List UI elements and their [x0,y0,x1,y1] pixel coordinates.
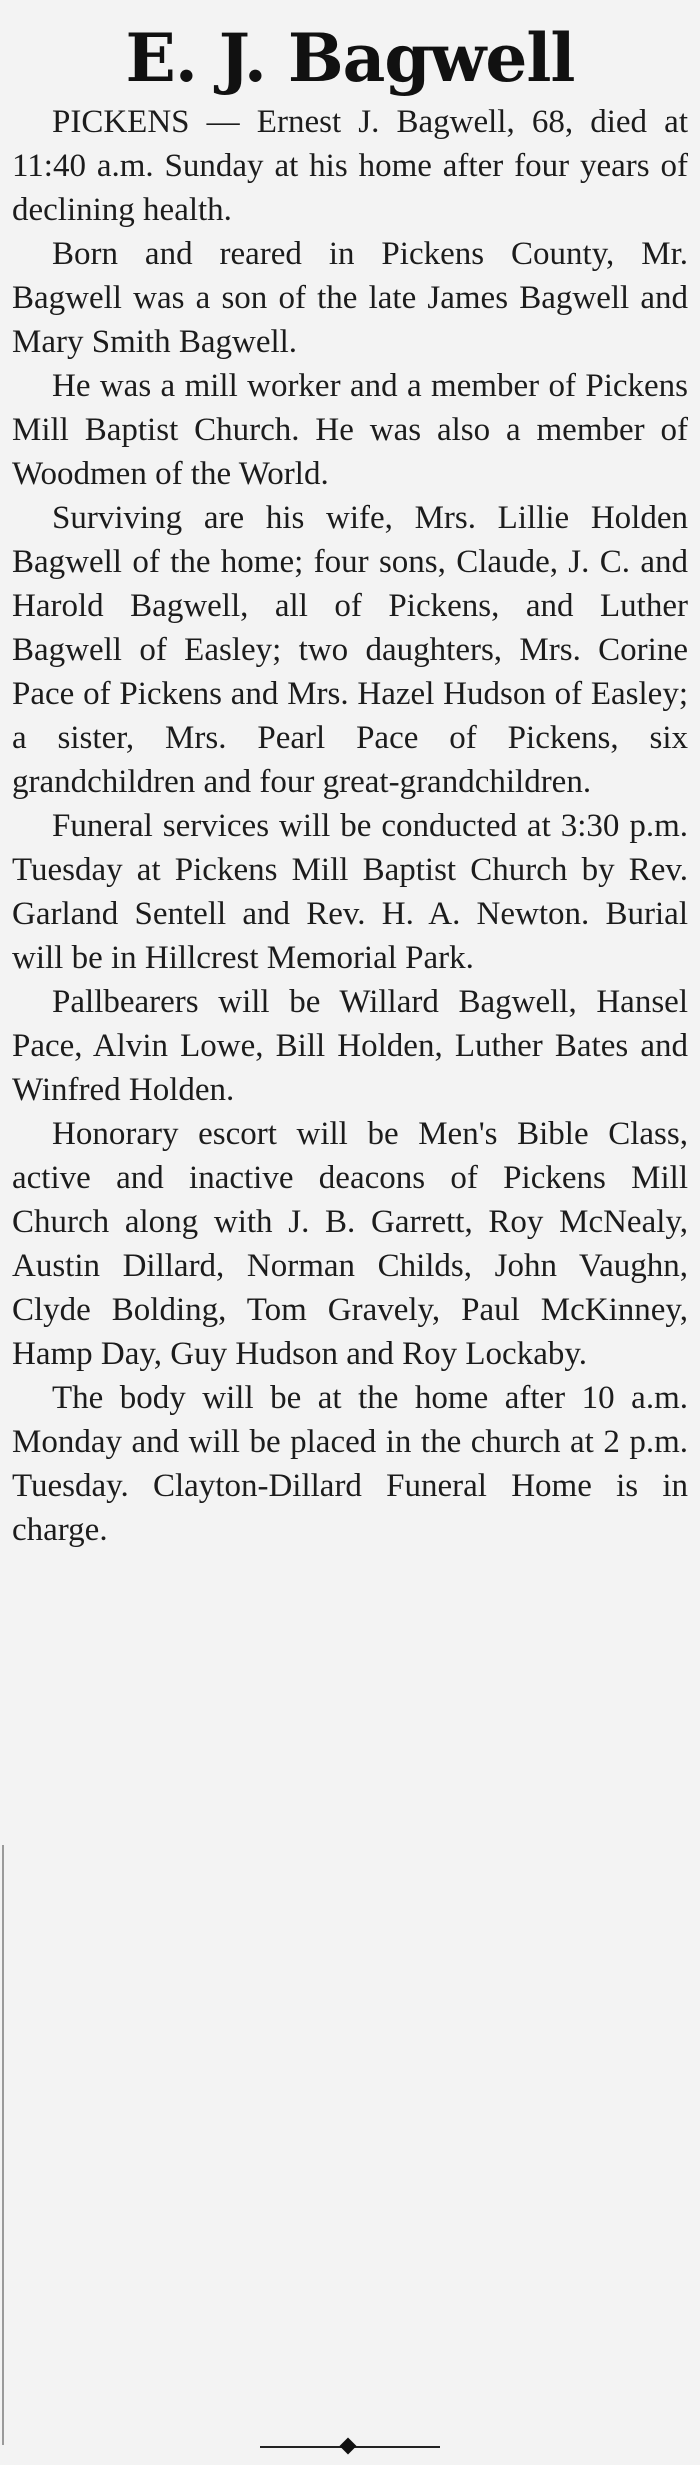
obituary-body [12,100,688,1552]
obituary-headline: E. J. Bagwell [125,19,575,97]
paragraph-death-notice: PICKENS — Ernest J. Bagwell, 68, died at 11:40 a.m. Sunday at his home after four years of declining health. [12,104,688,228]
paragraph-survivors: Surviving are his wife, Mrs. Lillie Holden Bagwell of the home; four sons, Claude, J. C. and Harold Bagwell, all of Pickens, and Luther Bagwell of Easley; two daughters, Mrs. Corine Pace of Pickens and Mrs. Hazel Hudson of Easley; a sister, Mrs. Pearl Pace of Pickens, six grandchildren and four great-grandchildren. [12,500,688,800]
paragraph-pallbearers: Pallbearers will be Willard Bagwell, Hansel Pace, Alvin Lowe, Bill Holden, Luther Bates and Winfred Holden. [12,984,688,1108]
paragraph-birth: Born and reared in Pickens County, Mr. Bagwell was a son of the late James Bagwell and Mary Smith Bagwell. [12,236,688,360]
paragraph-funeral-services: Funeral services will be conducted at 3:30 p.m. Tuesday at Pickens Mill Baptist Church by Rev. Garland Sentell and Rev. H. A. Newton. Burial will be in Hillcrest Memorial Park. [12,808,688,976]
column-rule [2,1845,4,2445]
paragraph-viewing: The body will be at the home after 10 a.m. Monday and will be placed in the church at 2 p.m. Tuesday. Clayton-Dillard Funeral Home is in charge. [12,1380,688,1548]
paragraph-honorary-escort: Honorary escort will be Men's Bible Class, active and inactive deacons of Pickens Mill Church along with J. B. Garrett, Roy McNealy, Austin Dillard, Norman Childs, John Vaughn, Clyde Bolding, Tom Gravely, Paul McKinney, Hamp Day, Guy Hudson and Roy Lockaby. [12,1116,688,1372]
paragraph-occupation: He was a mill worker and a member of Pickens Mill Baptist Church. He was also a member of Woodmen of the World. [12,368,688,492]
diamond-rule-icon [340,2438,357,2455]
